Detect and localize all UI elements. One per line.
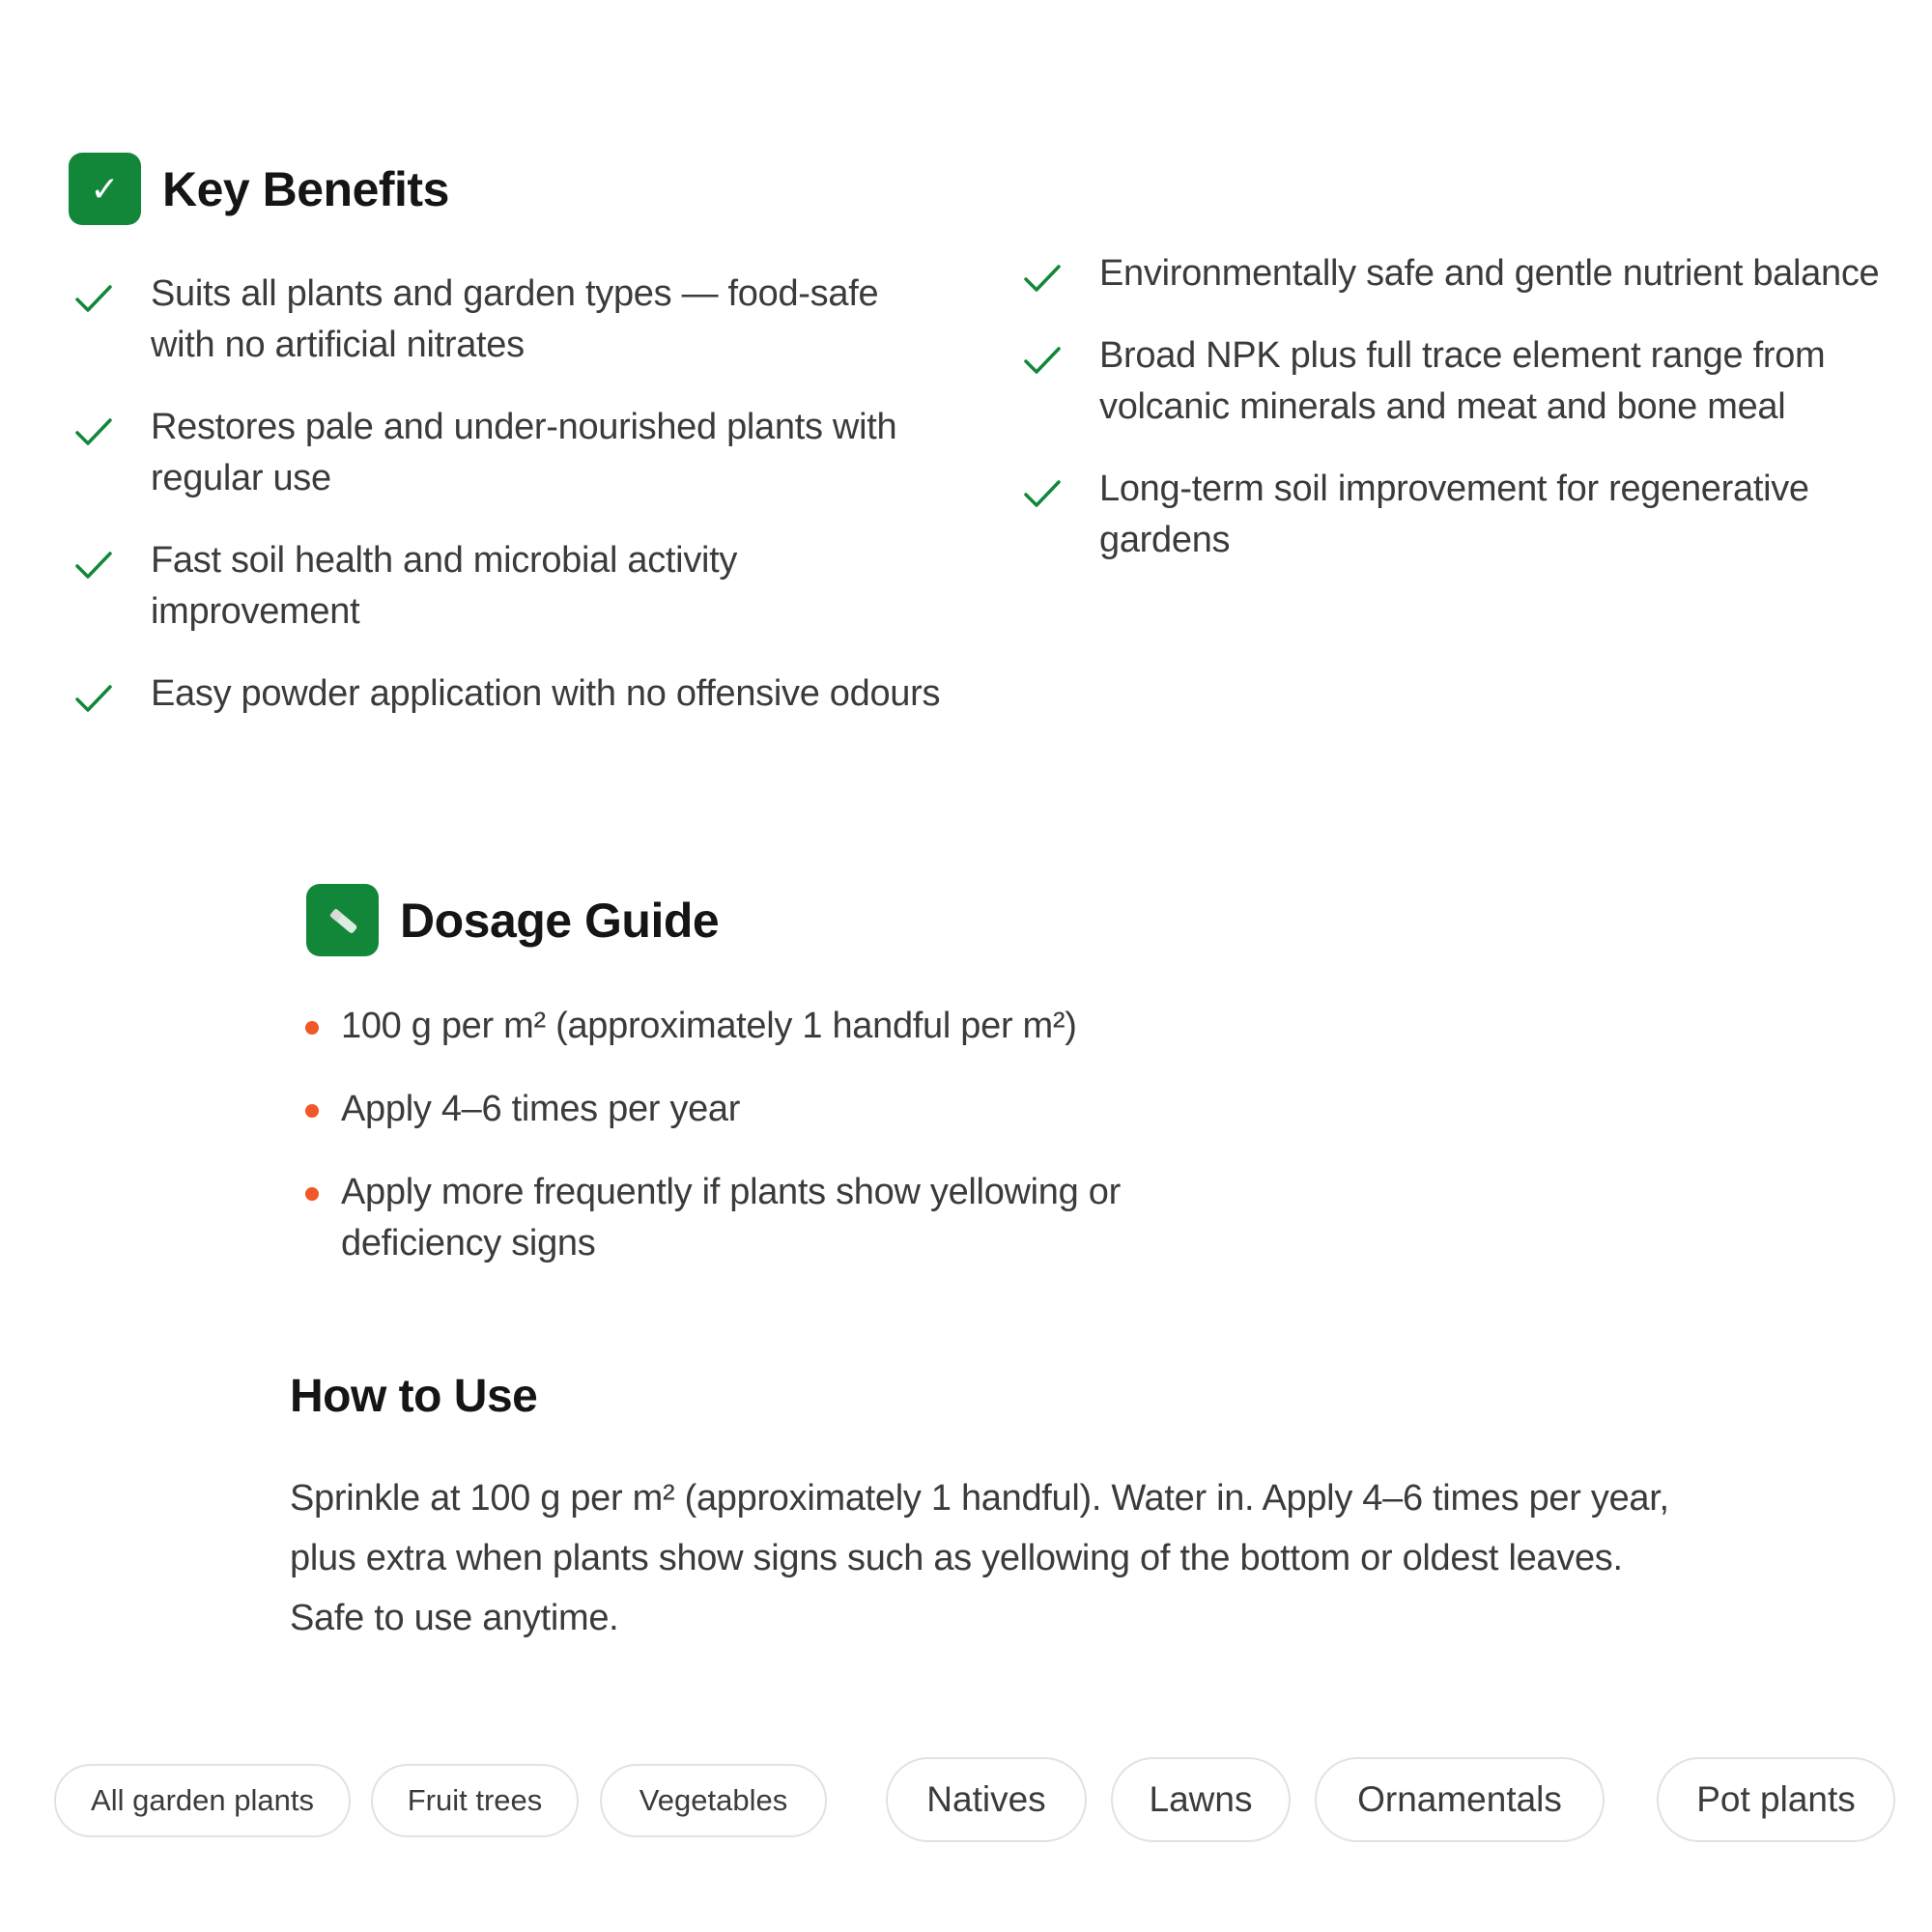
dosage-item: [305, 1167, 1175, 1269]
check-icon: [73, 545, 114, 585]
tag-lawns[interactable]: Lawns: [1111, 1757, 1291, 1842]
benefit-text: Long-term soil improvement for regenerative gardens: [1099, 469, 1809, 560]
dosage-text: Apply 4–6 times per year: [341, 1089, 741, 1129]
how-to-use-body: Sprinkle at 100 g per m² (approximately 1 handful). Water in. Apply 4–6 times per year, plus extra when plants show signs such as yellowing of the bottom or oldest leaves. Safe to use anytime.: [290, 1478, 1669, 1638]
benefit-text: Suits all plants and garden types — food-safe with no artificial nitrates: [151, 273, 879, 365]
benefit-item: [73, 402, 943, 504]
check-icon: [1022, 473, 1063, 514]
dosage-guide-header: [306, 884, 719, 956]
benefit-text: Broad NPK plus full trace element range from volcanic minerals and meat and bone meal: [1099, 335, 1826, 427]
dosage-item: [305, 1001, 1175, 1052]
bullet-dot-icon: [305, 1021, 319, 1035]
tag-fruit-trees[interactable]: Fruit trees: [371, 1764, 579, 1837]
benefit-item: [1022, 248, 1891, 299]
tag-ornamentals[interactable]: Ornamentals: [1315, 1757, 1605, 1842]
how-to-use-title: How to Use: [290, 1371, 538, 1422]
check-icon: [73, 412, 114, 452]
check-icon: [73, 678, 114, 719]
benefit-text: Easy powder application with no offensive odours: [151, 673, 941, 714]
benefit-text: Restores pale and under-nourished plants with regular use: [151, 407, 897, 498]
key-benefits-header: [69, 153, 449, 225]
check-icon: [1022, 340, 1063, 381]
benefit-item: [73, 535, 943, 638]
benefit-item: [73, 668, 943, 720]
dosage-text: 100 g per m² (approximately 1 handful per m²): [341, 1006, 1077, 1046]
dosage-text: Apply more frequently if plants show yellowing or deficiency signs: [341, 1172, 1121, 1264]
dosage-guide-title: Dosage Guide: [400, 893, 720, 948]
dosage-item: [305, 1084, 1175, 1135]
benefits-list-left: [73, 269, 943, 751]
benefit-item: [1022, 464, 1891, 566]
tag-natives[interactable]: Natives: [886, 1757, 1087, 1842]
tag-vegetables[interactable]: Vegetables: [600, 1764, 827, 1837]
tag-all-garden-plants[interactable]: All garden plants: [54, 1764, 351, 1837]
bullet-dot-icon: [305, 1187, 319, 1201]
tag-pot-plants[interactable]: Pot plants: [1657, 1757, 1895, 1842]
benefit-item: [1022, 330, 1891, 433]
benefit-text: Fast soil health and microbial activity improvement: [151, 540, 738, 632]
key-benefits-title: Key Benefits: [162, 161, 449, 216]
bullet-dot-icon: [305, 1104, 319, 1118]
check-icon: [1022, 258, 1063, 298]
scoop-icon: [306, 884, 379, 956]
scoop-icon: [324, 901, 362, 940]
check-badge-icon: ✓: [69, 153, 141, 225]
check-icon: [73, 278, 114, 319]
dosage-list: [305, 1001, 1175, 1301]
benefit-text: Environmentally safe and gentle nutrient balance: [1099, 253, 1880, 294]
benefit-item: [73, 269, 943, 371]
benefits-list-right: [1022, 248, 1891, 597]
